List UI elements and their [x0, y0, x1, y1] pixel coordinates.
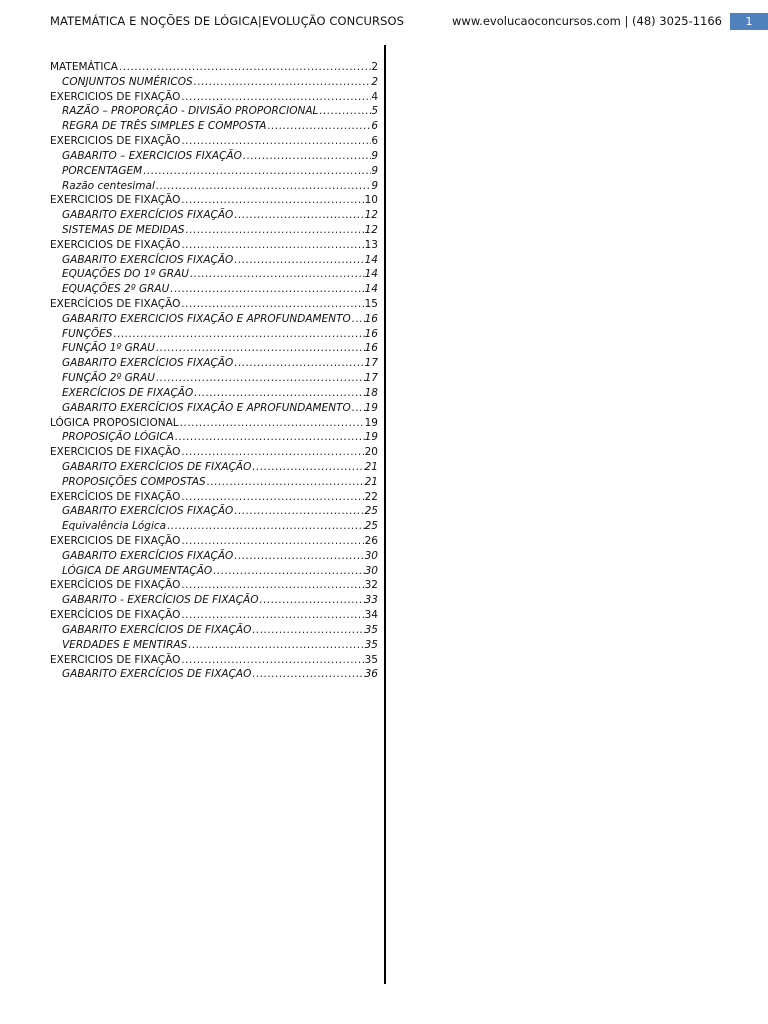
- contact-info[interactable]: www.evolucaoconcursos.com | (48) 3025-1166: [452, 14, 722, 28]
- toc-entry-page: 30: [364, 564, 378, 577]
- toc-entry-page: 4: [371, 90, 378, 103]
- toc-entry[interactable]: [50, 623, 378, 638]
- toc-dot-leader: [166, 519, 365, 534]
- toc-dot-leader: [318, 104, 371, 119]
- toc-dot-leader: [351, 312, 365, 327]
- toc-dot-leader: [233, 549, 364, 564]
- toc-dot-leader: [233, 504, 364, 519]
- toc-entry[interactable]: [50, 519, 378, 534]
- toc-entry-page: 13: [364, 238, 378, 251]
- toc-entry-page: 17: [364, 372, 378, 385]
- toc-entry-page: 9: [371, 164, 378, 177]
- toc-entry-page: 35: [364, 638, 378, 651]
- toc-entry-page: 14: [364, 283, 378, 296]
- toc-entry[interactable]: [50, 60, 378, 75]
- toc-dot-leader: [142, 164, 371, 179]
- toc-entry-title: LÓGICA PROPOSICIONAL: [50, 416, 179, 429]
- toc-entry-page: 17: [364, 357, 378, 370]
- toc-dot-leader: [180, 134, 371, 149]
- toc-entry-title: GABARITO EXERCÍCIOS FIXAÇÃO: [62, 209, 234, 222]
- toc-entry-title: GABARITO EXERCICIOS FIXAÇÃO E APROFUNDAMENTO: [62, 312, 351, 325]
- toc-dot-leader: [233, 356, 364, 371]
- toc-entry-title: EXERCÍCIOS DE FIXAÇÃO: [50, 579, 181, 592]
- toc-entry[interactable]: [50, 608, 378, 623]
- toc-entry[interactable]: [50, 460, 378, 475]
- toc-entry-title: PROPOSIÇÃO LÓGICA: [62, 431, 174, 444]
- toc-entry-title: EXERCICIOS DE FIXAÇÃO: [50, 446, 181, 459]
- toc-entry-title: GABARITO EXERCÍCIOS DE FIXAÇAO: [62, 668, 252, 681]
- toc-entry-title: GABARITO EXERCÍCIOS DE FIXAÇÃO: [62, 623, 252, 636]
- toc-entry[interactable]: [50, 475, 378, 490]
- toc-entry-page: 34: [364, 609, 378, 622]
- toc-entry-title: EXERCÍCIOS DE FIXAÇÃO: [50, 609, 181, 622]
- toc-entry-page: 21: [364, 475, 378, 488]
- toc-entry[interactable]: [50, 564, 378, 579]
- toc-entry[interactable]: [50, 578, 378, 593]
- toc-entry-page: 22: [364, 490, 378, 503]
- toc-entry-title: EXERCICIOS DE FIXAÇÃO: [50, 238, 181, 251]
- toc-entry-page: 14: [364, 268, 378, 281]
- toc-entry[interactable]: [50, 267, 378, 282]
- table-of-contents: [50, 60, 378, 682]
- toc-dot-leader: [233, 253, 364, 268]
- toc-entry[interactable]: [50, 75, 378, 90]
- toc-dot-leader: [242, 149, 371, 164]
- toc-entry-page: 5: [371, 105, 378, 118]
- toc-dot-leader: [193, 75, 372, 90]
- toc-entry[interactable]: [50, 416, 378, 431]
- toc-entry[interactable]: [50, 297, 378, 312]
- toc-entry-page: 12: [364, 209, 378, 222]
- toc-entry-page: 36: [364, 668, 378, 681]
- toc-entry-title: GABARITO EXERCÍCIOS FIXAÇÃO: [62, 253, 234, 266]
- toc-entry-title: GABARITO – EXERCICIOS FIXAÇÃO: [62, 149, 242, 162]
- toc-entry-page: 26: [364, 535, 378, 547]
- toc-entry-title: EXERCICIOS DE FIXAÇÃO: [50, 535, 181, 547]
- toc-entry[interactable]: [50, 386, 378, 401]
- toc-entry-title: GABARITO EXERCÍCIOS FIXAÇÃO: [62, 549, 234, 562]
- toc-entry-title: EQUAÇÕES 2º GRAU: [62, 283, 170, 296]
- toc-dot-leader: [193, 386, 364, 401]
- toc-entry[interactable]: [50, 282, 378, 297]
- toc-entry-page: 6: [371, 120, 378, 133]
- toc-entry-title: EXERCICIOS DE FIXAÇÃO: [50, 90, 181, 103]
- toc-dot-leader: [180, 238, 364, 253]
- toc-entry-page: 16: [364, 342, 378, 355]
- toc-entry[interactable]: [50, 223, 378, 238]
- toc-entry[interactable]: [50, 134, 378, 149]
- column-divider: [384, 45, 386, 984]
- toc-entry[interactable]: [50, 401, 378, 416]
- toc-entry[interactable]: [50, 90, 378, 105]
- toc-entry-title: GABARITO EXERCÍCIOS FIXAÇÃO E APROFUNDAMENTO: [62, 401, 351, 414]
- toc-dot-leader: [180, 653, 364, 668]
- toc-dot-leader: [155, 371, 365, 386]
- toc-entry-title: EXERCÍCIOS DE FIXAÇÃO: [62, 386, 194, 399]
- toc-entry[interactable]: [50, 593, 378, 608]
- toc-entry[interactable]: [50, 549, 378, 564]
- toc-entry-title: EXERCÍCIOS DE FIXAÇÃO: [50, 490, 181, 503]
- toc-entry[interactable]: [50, 253, 378, 268]
- toc-entry-page: 35: [364, 653, 378, 666]
- toc-entry[interactable]: [50, 653, 378, 668]
- toc-entry[interactable]: [50, 341, 378, 356]
- toc-entry-title: SISTEMAS DE MEDIDAS: [62, 223, 185, 236]
- toc-entry-page: 9: [371, 149, 378, 162]
- toc-dot-leader: [180, 445, 364, 460]
- toc-entry-page: 19: [364, 431, 378, 444]
- toc-entry[interactable]: [50, 312, 378, 327]
- toc-entry-page: 16: [364, 312, 378, 325]
- toc-dot-leader: [118, 60, 371, 75]
- toc-entry-page: 14: [364, 253, 378, 266]
- toc-entry-page: 20: [364, 446, 378, 459]
- toc-entry-title: EXERCICIOS DE FIXAÇÃO: [50, 653, 181, 666]
- toc-dot-leader: [266, 119, 371, 134]
- toc-entry[interactable]: [50, 193, 378, 208]
- toc-entry-title: FUNÇÃO 1º GRAU: [62, 342, 155, 355]
- toc-entry[interactable]: [50, 490, 378, 505]
- toc-entry-title: PROPOSIÇÕES COMPOSTAS: [62, 475, 206, 488]
- toc-entry-title: EQUAÇÕES DO 1º GRAU: [62, 268, 189, 281]
- toc-dot-leader: [155, 179, 371, 194]
- page-number-badge: 1: [730, 13, 768, 30]
- toc-entry-title: REGRA DE TRÊS SIMPLES E COMPOSTA: [62, 120, 267, 133]
- toc-entry-title: EXERCICIOS DE FIXAÇÃO: [50, 135, 181, 148]
- toc-entry-page: 19: [364, 401, 378, 414]
- toc-entry[interactable]: [50, 371, 378, 386]
- toc-entry-page: 10: [364, 194, 378, 207]
- toc-dot-leader: [251, 667, 364, 682]
- toc-entry-page: 12: [364, 223, 378, 236]
- toc-entry-title: EXERCICIOS DE FIXAÇÃO: [50, 194, 181, 207]
- toc-dot-leader: [251, 623, 364, 638]
- toc-dot-leader: [174, 430, 365, 445]
- toc-entry-title: RAZÃO – PROPORÇÃO - DIVISÃO PROPORCIONAL: [62, 105, 319, 118]
- document-title: MATEMÁTICA E NOÇÕES DE LÓGICA|EVOLUÇÃO CONCURSOS: [50, 14, 405, 28]
- page-header: [0, 14, 768, 34]
- toc-dot-leader: [180, 297, 364, 312]
- toc-entry[interactable]: [50, 208, 378, 223]
- toc-entry-page: 21: [364, 460, 378, 473]
- toc-entry-page: 2: [371, 75, 378, 88]
- toc-entry[interactable]: [50, 638, 378, 653]
- toc-entry[interactable]: [50, 164, 378, 179]
- toc-dot-leader: [251, 460, 364, 475]
- toc-entry-page: 35: [364, 623, 378, 636]
- toc-dot-leader: [180, 490, 364, 505]
- toc-entry-title: Razão centesimal: [62, 179, 155, 192]
- toc-dot-leader: [169, 282, 364, 297]
- toc-entry-page: 30: [364, 549, 378, 562]
- toc-dot-leader: [212, 564, 364, 579]
- toc-entry-page: 9: [371, 179, 378, 192]
- toc-entry[interactable]: [50, 238, 378, 253]
- toc-entry-title: VERDADES E MENTIRAS: [62, 638, 188, 651]
- toc-dot-leader: [155, 341, 365, 356]
- toc-entry-title: GABARITO EXERCÍCIOS DE FIXAÇÃO: [62, 460, 252, 473]
- toc-entry[interactable]: [50, 667, 378, 682]
- toc-dot-leader: [206, 475, 365, 490]
- toc-dot-leader: [180, 534, 364, 549]
- toc-entry-page: 33: [364, 594, 378, 607]
- toc-dot-leader: [180, 578, 364, 593]
- toc-entry[interactable]: [50, 356, 378, 371]
- toc-dot-leader: [233, 208, 364, 223]
- toc-entry-title: GABARITO - EXERCÍCIOS DE FIXAÇÃO: [62, 594, 259, 607]
- toc-entry-page: 25: [364, 520, 378, 533]
- toc-entry-title: Equivalência Lógica: [62, 520, 167, 533]
- toc-entry[interactable]: [50, 149, 378, 164]
- toc-entry[interactable]: [50, 430, 378, 445]
- toc-dot-leader: [258, 593, 364, 608]
- toc-entry-page: 16: [364, 327, 378, 340]
- toc-entry-page: 19: [364, 416, 378, 429]
- toc-entry-title: FUNÇÃO 2º GRAU: [62, 372, 155, 385]
- toc-entry-title: CONJUNTOS NUMÉRICOS: [62, 75, 193, 88]
- toc-entry-page: 2: [371, 61, 378, 73]
- toc-dot-leader: [189, 267, 365, 282]
- toc-entry-page: 15: [364, 298, 378, 310]
- toc-dot-leader: [112, 327, 364, 342]
- toc-dot-leader: [179, 416, 365, 431]
- toc-entry[interactable]: [50, 179, 378, 194]
- toc-entry[interactable]: [50, 504, 378, 519]
- toc-entry[interactable]: [50, 119, 378, 134]
- toc-entry[interactable]: [50, 534, 378, 549]
- toc-entry-page: 25: [364, 505, 378, 518]
- toc-entry-title: GABARITO EXERCÍCIOS FIXAÇÃO: [62, 357, 234, 370]
- toc-dot-leader: [187, 638, 364, 653]
- toc-entry-page: 18: [364, 386, 378, 399]
- toc-dot-leader: [180, 193, 364, 208]
- toc-entry-page: 32: [364, 579, 378, 592]
- toc-dot-leader: [351, 401, 365, 416]
- toc-entry[interactable]: [50, 445, 378, 460]
- toc-entry-page: 6: [371, 135, 378, 148]
- toc-entry-title: EXERCÍCIOS DE FIXAÇÃO: [50, 298, 181, 310]
- toc-dot-leader: [185, 223, 365, 238]
- toc-dot-leader: [180, 90, 371, 105]
- toc-entry-title: GABARITO EXERCÍCIOS FIXAÇÃO: [62, 505, 234, 518]
- toc-entry-title: FUNÇÕES: [62, 327, 113, 340]
- toc-entry[interactable]: [50, 327, 378, 342]
- toc-entry-title: LÓGICA DE ARGUMENTAÇÃO: [62, 564, 213, 577]
- toc-entry-title: MATEMÁTICA: [50, 61, 118, 73]
- toc-dot-leader: [180, 608, 364, 623]
- toc-entry[interactable]: [50, 104, 378, 119]
- toc-entry-title: PORCENTAGEM: [62, 164, 143, 177]
